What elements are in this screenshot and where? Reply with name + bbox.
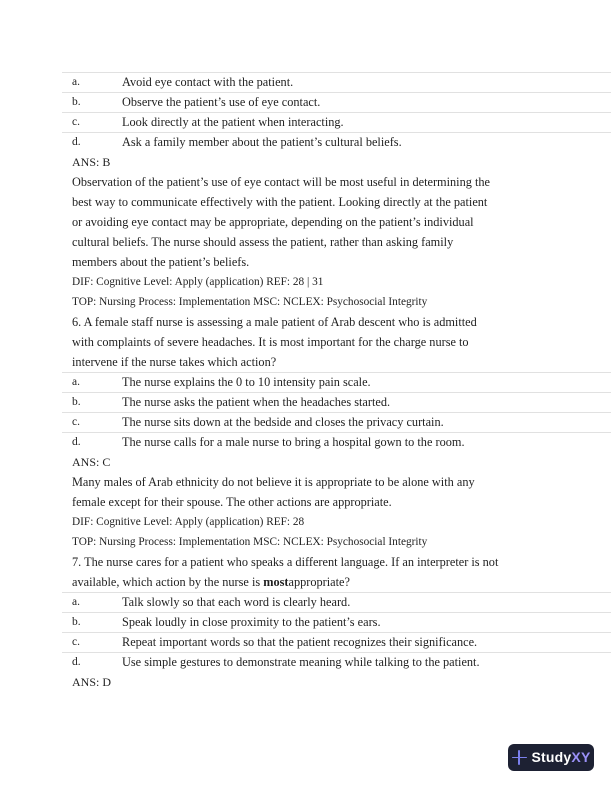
option-letter: d.: [72, 436, 81, 448]
question-line: [62, 572, 611, 592]
option-text: The nurse asks the patient when the headaches started.: [122, 395, 391, 409]
option-text: Observe the patient’s use of eye contact.: [122, 95, 321, 109]
paragraph-line: female except for their spouse. The other actions are appropriate.: [72, 495, 392, 509]
paragraph-line: best way to communicate effectively with the patient. Looking directly at the patient: [72, 195, 488, 209]
option-letter: c.: [72, 636, 80, 648]
meta-line: TOP: Nursing Process: Implementation MSC: NCLEX: Psychosocial Integrity: [72, 296, 428, 308]
question-line: with complaints of severe headaches. It is most important for the charge nurse to: [72, 335, 469, 349]
question-line: 6. A female staff nurse is assessing a male patient of Arab descent who is admitted: [72, 315, 477, 329]
bold-text: most: [263, 575, 289, 589]
option-letter: d.: [72, 136, 81, 148]
option-letter: b.: [72, 616, 81, 628]
brand-text: [532, 744, 591, 771]
paragraph-line: or avoiding eye contact may be appropriate, depending on the patient’s individual: [72, 215, 474, 229]
option-letter: c.: [72, 416, 80, 428]
text-segment: available, which action by the nurse is: [72, 575, 264, 589]
option-row: [62, 92, 611, 112]
paragraph-line: members about the patient’s beliefs.: [72, 255, 250, 269]
option-letter: d.: [72, 656, 81, 668]
option-row: [62, 72, 611, 92]
answer-line: ANS: C: [72, 455, 111, 469]
option-text: Talk slowly so that each word is clearly heard.: [122, 595, 351, 609]
option-row: [62, 372, 611, 392]
text-segment: appropriate?: [288, 575, 350, 589]
question-line: intervene if the nurse takes which action?: [72, 355, 277, 369]
answer-line: ANS: B: [72, 155, 111, 169]
meta-line: TOP: Nursing Process: Implementation MSC: NCLEX: Psychosocial Integrity: [72, 536, 428, 548]
question-line: 7. The nurse cares for a patient who speaks a different language. If an interpreter is not: [72, 555, 499, 569]
option-letter: a.: [72, 376, 80, 388]
brand-primary: Study: [531, 749, 572, 765]
option-text: Repeat important words so that the patient recognizes their significance.: [122, 635, 478, 649]
meta-line: DIF: Cognitive Level: Apply (application) REF: 28 | 31: [72, 276, 324, 288]
option-text: The nurse explains the 0 to 10 intensity pain scale.: [122, 375, 371, 389]
option-text: Ask a family member about the patient’s cultural beliefs.: [122, 135, 402, 149]
paragraph-line: Observation of the patient’s use of eye contact will be most useful in determining the: [72, 175, 490, 189]
paragraph-line: Many males of Arab ethnicity do not believe it is appropriate to be alone with any: [72, 475, 475, 489]
answer-line: ANS: D: [72, 675, 112, 689]
option-row: [62, 592, 611, 612]
option-text: Speak loudly in close proximity to the patient’s ears.: [122, 615, 381, 629]
document-content: [62, 72, 611, 692]
option-row: [62, 432, 611, 452]
option-letter: b.: [72, 96, 81, 108]
studyxy-logo-badge[interactable]: [508, 744, 594, 771]
option-text: The nurse calls for a male nurse to bring a hospital gown to the room.: [122, 435, 465, 449]
option-letter: a.: [72, 596, 80, 608]
option-text: Look directly at the patient when interacting.: [122, 115, 344, 129]
option-row: [62, 652, 611, 672]
option-row: [62, 632, 611, 652]
meta-line: DIF: Cognitive Level: Apply (application) REF: 28: [72, 516, 305, 528]
option-row: [62, 112, 611, 132]
option-text: The nurse sits down at the bedside and closes the privacy curtain.: [122, 415, 444, 429]
option-row: [62, 132, 611, 152]
option-row: [62, 412, 611, 432]
option-letter: c.: [72, 116, 80, 128]
option-letter: a.: [72, 76, 80, 88]
option-row: [62, 612, 611, 632]
option-letter: b.: [72, 396, 81, 408]
option-text: Use simple gestures to demonstrate meaning while talking to the patient.: [122, 655, 480, 669]
option-row: [62, 392, 611, 412]
plus-icon: [512, 750, 527, 765]
option-text: Avoid eye contact with the patient.: [122, 75, 294, 89]
brand-accent: XY: [571, 749, 591, 765]
paragraph-line: cultural beliefs. The nurse should assess the patient, rather than asking family: [72, 235, 454, 249]
